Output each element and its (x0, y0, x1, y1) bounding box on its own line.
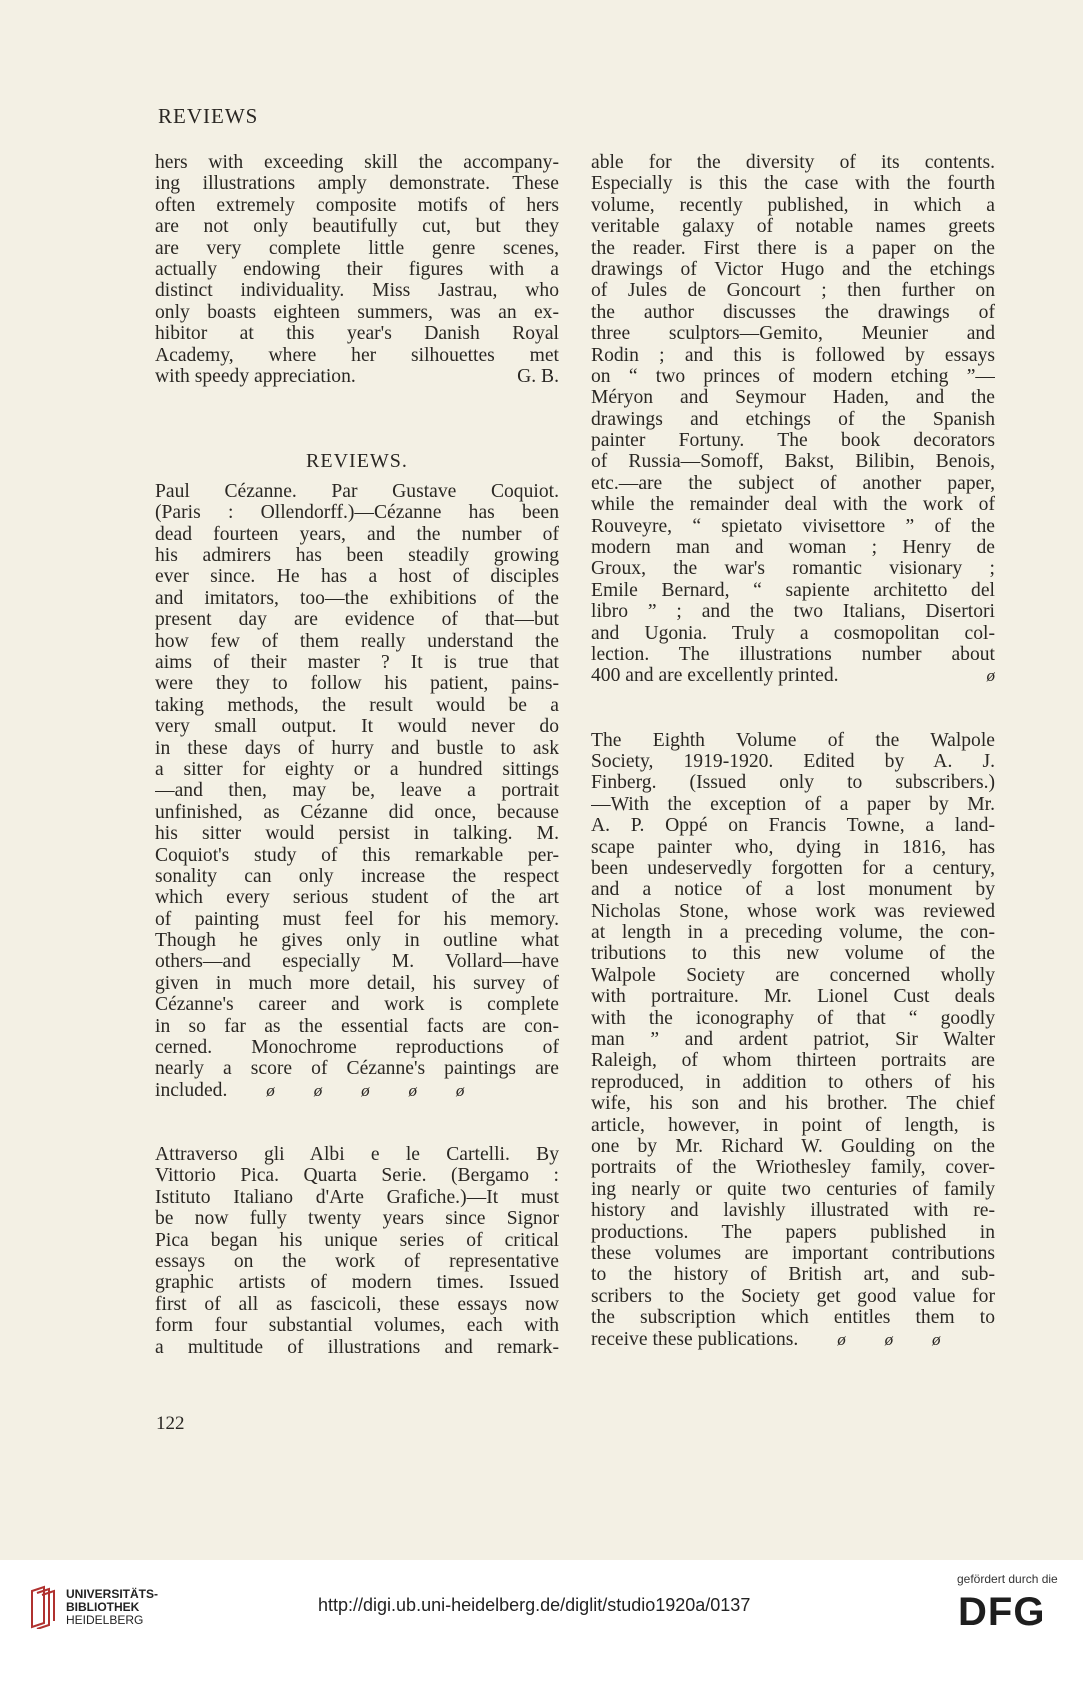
text-line: Coquiot's study of this remarkable per- (155, 844, 559, 866)
text-line: and imitators, too—the exhibitions of the (155, 587, 559, 609)
text-line: hers with exceeding skill the accompany- (155, 152, 559, 173)
review-walpole (591, 730, 995, 1329)
text-line: graphic artists of modern times. Issued (155, 1272, 559, 1294)
text-line: essays on the work of representative (155, 1250, 559, 1272)
ornament-icon: ø (884, 1329, 894, 1349)
text-line: drawings of Victor Hugo and the etchings (591, 258, 995, 280)
funding-note: gefördert durch die (957, 1572, 1058, 1586)
text-line: which every serious student of the art (155, 887, 559, 909)
ornament-icon: ø (455, 1080, 465, 1100)
text-line: Society, 1919-1920. Edited by A. J. (591, 750, 995, 772)
text-line: Istituto Italiano d'Arte Grafiche.)—It must (155, 1186, 559, 1208)
text-line: —and then, may be, leave a portrait (155, 780, 559, 802)
review-pica-last-text: 400 and are excellently printed. (591, 665, 839, 687)
text-line: sonality can only increase the respect (155, 865, 559, 887)
text-line: and a notice of a lost monument by (591, 879, 995, 901)
text-line: man ” and ardent patriot, Sir Walter (591, 1029, 995, 1051)
text-line: etc.—are the subject of another paper, (591, 472, 995, 494)
text-line: (Paris : Ollendorff.)—Cézanne has been (155, 502, 559, 524)
text-line: were they to follow his patient, pains- (155, 673, 559, 695)
review-walpole-last-text: receive these publications. (591, 1328, 799, 1350)
text-line: three sculptors—Gemito, Meunier and (591, 323, 995, 345)
text-line: form four substantial volumes, each with (155, 1315, 559, 1337)
ornament-icon: ø (408, 1080, 417, 1100)
library-name (66, 1588, 158, 1627)
text-line: painter Fortuny. The book decorators (591, 430, 995, 452)
text-line: the reader. First there is a paper on the (591, 237, 995, 259)
review-walpole-last-line (591, 1329, 995, 1350)
intro-last-line (155, 366, 559, 387)
text-line: portraits of the Wriothesley family, cover- (591, 1157, 995, 1179)
text-line: given in much more detail, his survey of (155, 972, 559, 994)
text-line: tributions to this new volume of the (591, 943, 995, 965)
intro-paragraph (155, 152, 559, 366)
text-line: Emile Bernard, “ sapiente architetto del (591, 579, 995, 601)
text-line: Vittorio Pica. Quarta Serie. (Bergamo : (155, 1165, 559, 1187)
left-column (155, 152, 559, 1358)
review-pica-continued (591, 152, 995, 665)
dfg-logo: DFG (958, 1590, 1046, 1634)
text-line: Raleigh, of whom thirteen portraits are (591, 1050, 995, 1072)
text-line: of Russia—Somoff, Bakst, Bilibin, Benois, (591, 451, 995, 473)
text-line: been undeservedly forgotten for a century, (591, 857, 995, 879)
text-line: of painting must feel for his memory. (155, 908, 559, 930)
text-line: productions. The papers published in (591, 1221, 995, 1243)
text-line: his admirers has been steadily growing (155, 545, 559, 567)
text-line: volume, recently published, in which a (591, 194, 995, 216)
text-line: cerned. Monochrome reproductions of (155, 1037, 559, 1059)
text-line: these volumes are important contributions (591, 1242, 995, 1264)
text-line: are not only beautifully cut, but they (155, 216, 559, 238)
text-line: —With the exception of a paper by Mr. (591, 793, 995, 815)
text-line: article, however, in point of length, is (591, 1114, 995, 1136)
text-line: a sitter for eighty or a hundred sittings (155, 758, 559, 780)
text-line: scribers to the Society get good value for (591, 1285, 995, 1307)
text-line: Pica began his unique series of critical (155, 1229, 559, 1251)
text-line: Attraverso gli Albi e le Cartelli. By (155, 1144, 559, 1165)
text-line: Paul Cézanne. Par Gustave Coquiot. (155, 480, 559, 502)
text-line: Nicholas Stone, whose work was reviewed (591, 900, 995, 922)
text-line: hibitor at this year's Danish Royal (155, 323, 559, 345)
text-line: with the iconography of that “ goodly (591, 1007, 995, 1029)
ornament-icon: ø (266, 1080, 275, 1100)
text-line: are very complete little genre scenes, (155, 237, 559, 259)
ornament-icon: ø (986, 666, 995, 686)
text-line: Méryon and Seymour Haden, and the (591, 387, 995, 409)
text-line: while the remainder deal with the work of (591, 494, 995, 516)
text-line: ing illustrations amply demonstrate. These (155, 173, 559, 195)
text-line: able for the diversity of its contents. (591, 152, 995, 173)
review-cezanne-last-line (155, 1080, 559, 1101)
text-line: The Eighth Volume of the Walpole (591, 729, 995, 751)
text-line: on “ two princes of modern etching ”— (591, 365, 995, 387)
text-line: Finberg. (Issued only to subscribers.) (591, 772, 995, 794)
library-name-line2: BIBLIOTHEK (66, 1600, 140, 1614)
text-line: veritable galaxy of notable names greets (591, 216, 995, 238)
text-line: distinct individuality. Miss Jastrau, who (155, 280, 559, 302)
ornament-icon: ø (313, 1080, 323, 1100)
text-line: of Jules de Goncourt ; then further on (591, 280, 995, 302)
text-line: with portraiture. Mr. Lionel Cust deals (591, 986, 995, 1008)
text-line: history and lavishly illustrated with re- (591, 1200, 995, 1222)
text-line: Cézanne's career and work is complete (155, 994, 559, 1016)
text-line: A. P. Oppé on Francis Towne, a land- (591, 815, 995, 837)
review-cezanne-last-text: included. (155, 1079, 228, 1101)
text-line: modern man and woman ; Henry de (591, 537, 995, 559)
signature: G. B. (517, 365, 559, 387)
text-line: aims of their master ? It is true that (155, 652, 559, 673)
text-line: lection. The illustrations number about (591, 643, 995, 665)
intro-last-line-text: with speedy appreciation. (155, 365, 356, 387)
text-line: Walpole Society are concerned wholly (591, 964, 995, 986)
text-line: nearly a score of Cézanne's paintings are (155, 1058, 559, 1080)
text-line: to the history of British art, and sub- (591, 1264, 995, 1286)
text-line: present day are evidence of that—but (155, 609, 559, 631)
text-line: dead fourteen years, and the number of (155, 523, 559, 545)
text-line: his sitter would persist in talking. M. (155, 823, 559, 845)
text-line: others—and especially M. Vollard—have (155, 951, 559, 973)
review-pica (155, 1144, 559, 1358)
text-line: first of all as fascicoli, these essays now (155, 1293, 559, 1315)
text-line: ever since. He has a host of disciples (155, 566, 559, 588)
text-line: in so far as the essential facts are con- (155, 1015, 559, 1037)
text-line: and Ugonia. Truly a cosmopolitan col- (591, 622, 995, 644)
text-line: drawings and etchings of the Spanish (591, 408, 995, 430)
library-logo-icon (28, 1585, 60, 1629)
text-line: only boasts eighteen summers, was an ex- (155, 301, 559, 323)
text-line: Especially is this the case with the fourth (591, 173, 995, 195)
source-url-link[interactable]: http://digi.ub.uni-heidelberg.de/diglit/studio1920a/0137 (318, 1595, 751, 1615)
text-line: in these days of hurry and bustle to ask (155, 737, 559, 759)
text-line: very small output. It would never do (155, 716, 559, 738)
text-line: ing nearly or quite two centuries of family (591, 1178, 995, 1200)
text-line: Academy, where her silhouettes met (155, 344, 559, 366)
library-name-line1: UNIVERSITÄTS- (66, 1587, 159, 1601)
review-cezanne (155, 481, 559, 1080)
text-line: reproduced, in addition to others of his (591, 1071, 995, 1093)
text-line: taking methods, the result would be a (155, 694, 559, 716)
text-line: often extremely composite motifs of hers (155, 194, 559, 216)
text-line: how few of them really understand the (155, 630, 559, 652)
running-head: REVIEWS (158, 104, 259, 128)
ornament-icon: ø (361, 1080, 370, 1100)
text-line: unfinished, as Cézanne did once, because (155, 801, 559, 823)
review-pica-last-line (591, 665, 995, 686)
page-number: 122 (156, 1413, 185, 1434)
text-line: Groux, the war's romantic visionary ; (591, 558, 995, 580)
ornament-icon: ø (837, 1329, 846, 1349)
text-line: at length in a preceding volume, the con- (591, 922, 995, 944)
text-line: wife, his son and his brother. The chief (591, 1093, 995, 1115)
library-name-line3: HEIDELBERG (66, 1613, 144, 1627)
text-line: be now fully twenty years since Signor (155, 1208, 559, 1230)
text-line: Rodin ; and this is followed by essays (591, 344, 995, 366)
text-line: scape painter who, dying in 1816, has (591, 836, 995, 858)
text-line: one by Mr. Richard W. Goulding on the (591, 1135, 995, 1157)
footer-bar (0, 1560, 1083, 1681)
ornament-icon: ø (932, 1329, 941, 1349)
text-line: actually endowing their figures with a (155, 258, 559, 280)
text-line: Rouveyre, “ spietato vivisettore ” of the (591, 515, 995, 537)
text-line: libro ” ; and the two Italians, Disertori (591, 601, 995, 623)
section-heading: REVIEWS. (306, 450, 408, 473)
text-line: the subscription which entitles them to (591, 1307, 995, 1329)
text-line: a multitude of illustrations and remark- (155, 1336, 559, 1358)
text-line: the author discusses the drawings of (591, 301, 995, 323)
text-line: Though he gives only in outline what (155, 930, 559, 952)
right-column (591, 152, 995, 1350)
